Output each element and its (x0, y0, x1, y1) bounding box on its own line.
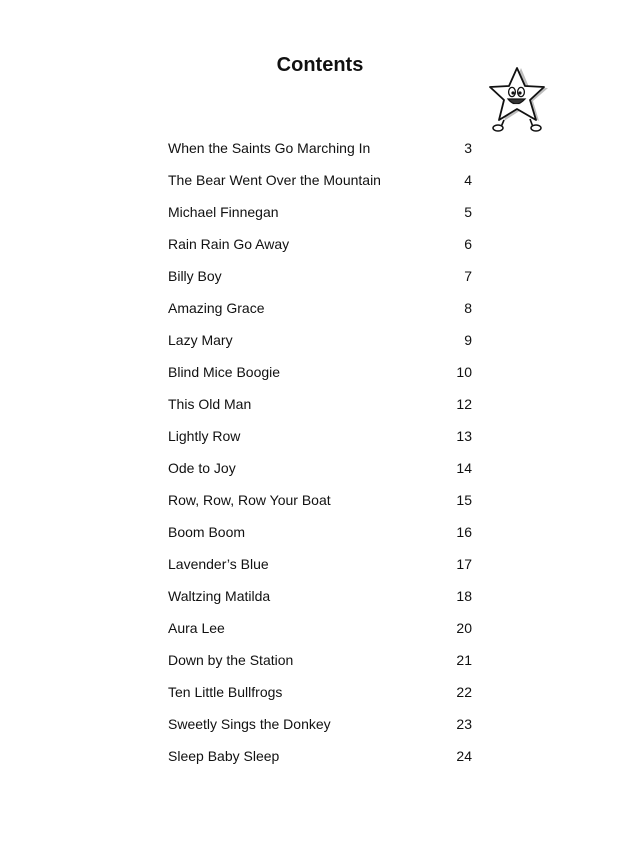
toc-entry[interactable] (168, 522, 472, 554)
toc-entry-title: Sweetly Sings the Donkey (168, 716, 331, 732)
toc-entry-page: 18 (456, 588, 472, 604)
toc-entry-title: Lazy Mary (168, 332, 233, 348)
cartoon-star-icon (484, 64, 550, 134)
toc-entry-page: 13 (456, 428, 472, 444)
toc-entry-page: 12 (456, 396, 472, 412)
toc-entry-title: Boom Boom (168, 524, 246, 540)
toc-entry-page: 9 (464, 332, 472, 348)
toc-entry[interactable] (168, 490, 472, 522)
toc-entry-title: Rain Rain Go Away (168, 236, 290, 252)
toc-entry-page: 17 (456, 556, 472, 572)
toc-entry-title: Aura Lee (168, 620, 225, 636)
toc-entry-page: 14 (456, 460, 472, 476)
toc-entry-page: 5 (464, 204, 472, 220)
toc-entry-title: This Old Man (168, 396, 252, 412)
toc-entry-title: Ode to Joy (168, 460, 236, 476)
toc-entry-title: Amazing Grace (168, 300, 265, 316)
toc-entry[interactable] (168, 554, 472, 586)
toc-entry-title: Waltzing Matilda (168, 588, 271, 604)
toc-entry[interactable] (168, 298, 472, 330)
toc-entry[interactable] (168, 202, 472, 234)
toc-entry[interactable] (168, 362, 472, 394)
toc-entry[interactable] (168, 714, 472, 746)
toc-entry[interactable] (168, 170, 472, 202)
toc-entry-page: 23 (456, 716, 472, 732)
toc-entry-page: 6 (464, 236, 472, 252)
toc-entry[interactable] (168, 266, 472, 298)
toc-entry-page: 3 (464, 140, 472, 156)
toc-entry-title: Row, Row, Row Your Boat (168, 492, 331, 508)
toc-entry[interactable] (168, 618, 472, 650)
toc-entry-page: 21 (456, 652, 472, 668)
toc-entry[interactable] (168, 458, 472, 490)
toc-entry[interactable] (168, 650, 472, 682)
toc-entry-title: The Bear Went Over the Mountain (168, 172, 381, 188)
toc-entry[interactable] (168, 234, 472, 266)
toc-entry-title: Michael Finnegan (168, 204, 279, 220)
page-title: Contents (276, 54, 364, 76)
toc-entry-title: Sleep Baby Sleep (168, 748, 280, 764)
toc-entry-page: 7 (464, 268, 472, 284)
toc-entry-title: Down by the Station (168, 652, 294, 668)
toc-entry-page: 16 (456, 524, 472, 540)
toc-entry-title: Lightly Row (168, 428, 241, 444)
toc-entry[interactable] (168, 330, 472, 362)
contents-list (168, 138, 472, 778)
toc-entry-title: When the Saints Go Marching In (168, 140, 371, 156)
toc-entry-page: 20 (456, 620, 472, 636)
toc-entry-page: 4 (464, 172, 472, 188)
toc-entry-title: Lavender’s Blue (168, 556, 269, 572)
toc-entry[interactable] (168, 682, 472, 714)
toc-entry-title: Ten Little Bullfrogs (168, 684, 283, 700)
toc-entry-page: 24 (456, 748, 472, 764)
toc-entry[interactable] (168, 426, 472, 458)
toc-entry-page: 15 (456, 492, 472, 508)
toc-entry[interactable] (168, 586, 472, 618)
toc-entry-title: Blind Mice Boogie (168, 364, 281, 380)
toc-entry[interactable] (168, 138, 472, 170)
toc-entry-title: Billy Boy (168, 268, 222, 284)
toc-entry[interactable] (168, 746, 472, 778)
toc-entry-page: 8 (464, 300, 472, 316)
toc-entry[interactable] (168, 394, 472, 426)
toc-entry-page: 22 (456, 684, 472, 700)
toc-entry-page: 10 (456, 364, 472, 380)
